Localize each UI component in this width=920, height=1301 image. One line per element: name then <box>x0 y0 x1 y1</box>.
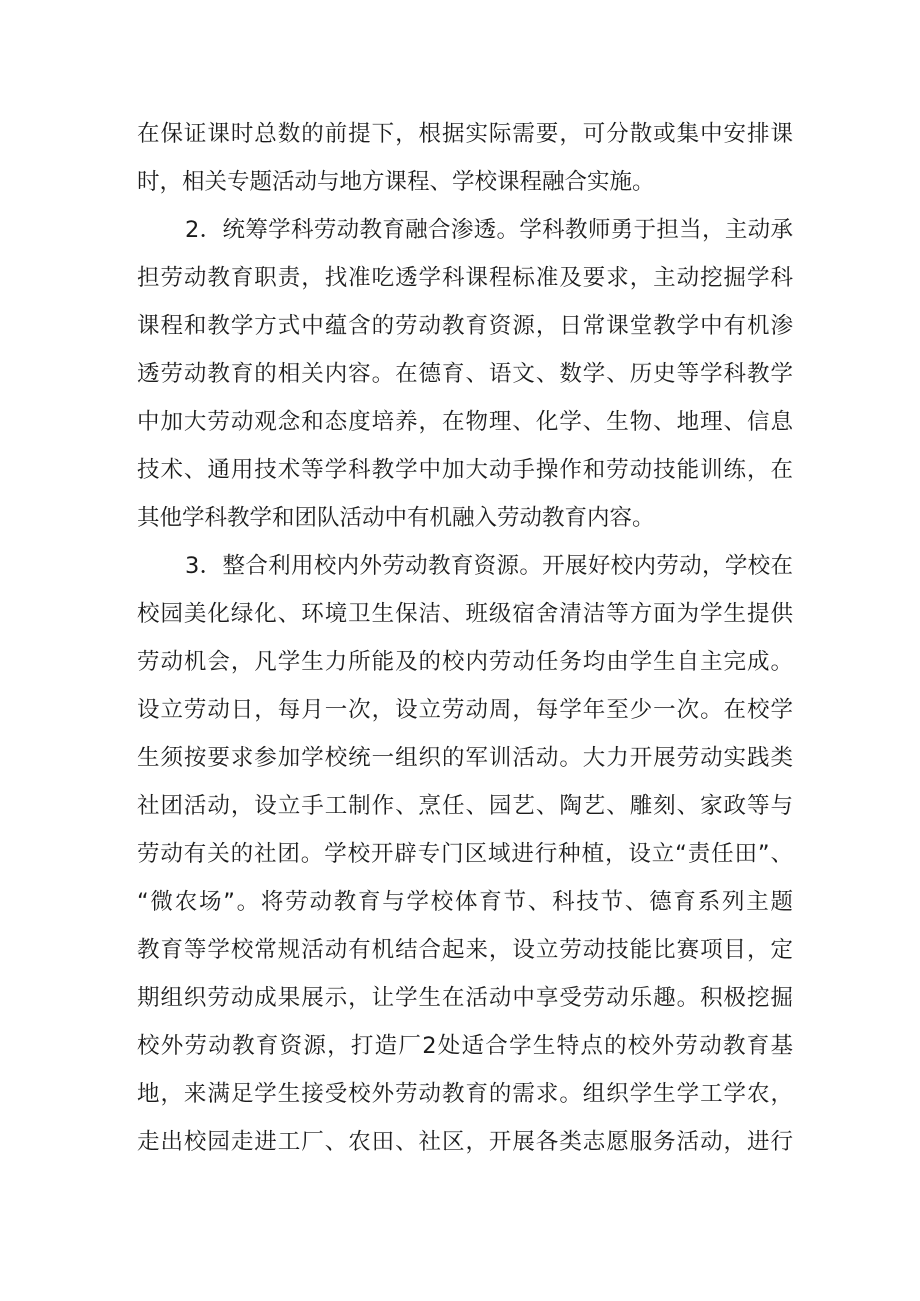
text-line-16: 劳动有关的社团。学校开辟专门区域进行种植，设立“责任田”、 <box>137 841 793 867</box>
text-line-21: 地，来满足学生接受校外劳动教育的需求。组织学生学工学农， <box>137 1081 793 1107</box>
text-line-20: 校外劳动教育资源，打造厂2处适合学生特点的校外劳动教育基 <box>137 1033 793 1059</box>
text-line-5: 课程和教学方式中蕴含的劳动教育资源，日常课堂教学中有机渗 <box>137 313 793 339</box>
text-line-7: 中加大劳动观念和态度培养，在物理、化学、生物、地理、信息 <box>137 409 793 435</box>
text-line-11: 校园美化绿化、环境卫生保洁、班级宿舍清洁等方面为学生提供 <box>137 601 793 627</box>
text-line-17: “微农场”。将劳动教育与学校体育节、科技节、德育系列主题 <box>137 889 793 915</box>
text-line-22: 走出校园走进工厂、农田、社区，开展各类志愿服务活动，进行 <box>137 1129 793 1155</box>
text-line-18: 教育等学校常规活动有机结合起来，设立劳动技能比赛项目，定 <box>137 937 793 963</box>
text-line-19: 期组织劳动成果展示，让学生在活动中享受劳动乐趣。积极挖掘 <box>137 985 793 1011</box>
text-line-2: 时，相关专题活动与地方课程、学校课程融合实施。 <box>137 169 655 195</box>
text-line-14: 生须按要求参加学校统一组织的军训活动。大力开展劳动实践类 <box>137 745 793 771</box>
text-line-8: 技术、通用技术等学科教学中加大动手操作和劳动技能训练，在 <box>137 457 793 483</box>
text-line-12: 劳动机会，凡学生力所能及的校内劳动任务均由学生自主完成。 <box>137 649 793 675</box>
text-line-4: 担劳动教育职责，找准吃透学科课程标准及要求，主动挖掘学科 <box>137 265 793 291</box>
text-line-10: 3．整合利用校内外劳动教育资源。开展好校内劳动，学校在 <box>185 553 793 579</box>
text-line-1: 在保证课时总数的前提下，根据实际需要，可分散或集中安排课 <box>137 121 793 147</box>
text-line-3: 2．统筹学科劳动教育融合渗透。学科教师勇于担当，主动承 <box>185 217 793 243</box>
text-line-15: 社团活动，设立手工制作、烹任、园艺、陶艺、雕刻、家政等与 <box>137 793 793 819</box>
text-line-6: 透劳动教育的相关内容。在德育、语文、数学、历史等学科教学 <box>137 361 793 387</box>
text-line-9: 其他学科教学和团队活动中有机融入劳动教育内容。 <box>137 505 655 531</box>
text-line-13: 设立劳动日，每月一次，设立劳动周，每学年至少一次。在校学 <box>137 697 793 723</box>
